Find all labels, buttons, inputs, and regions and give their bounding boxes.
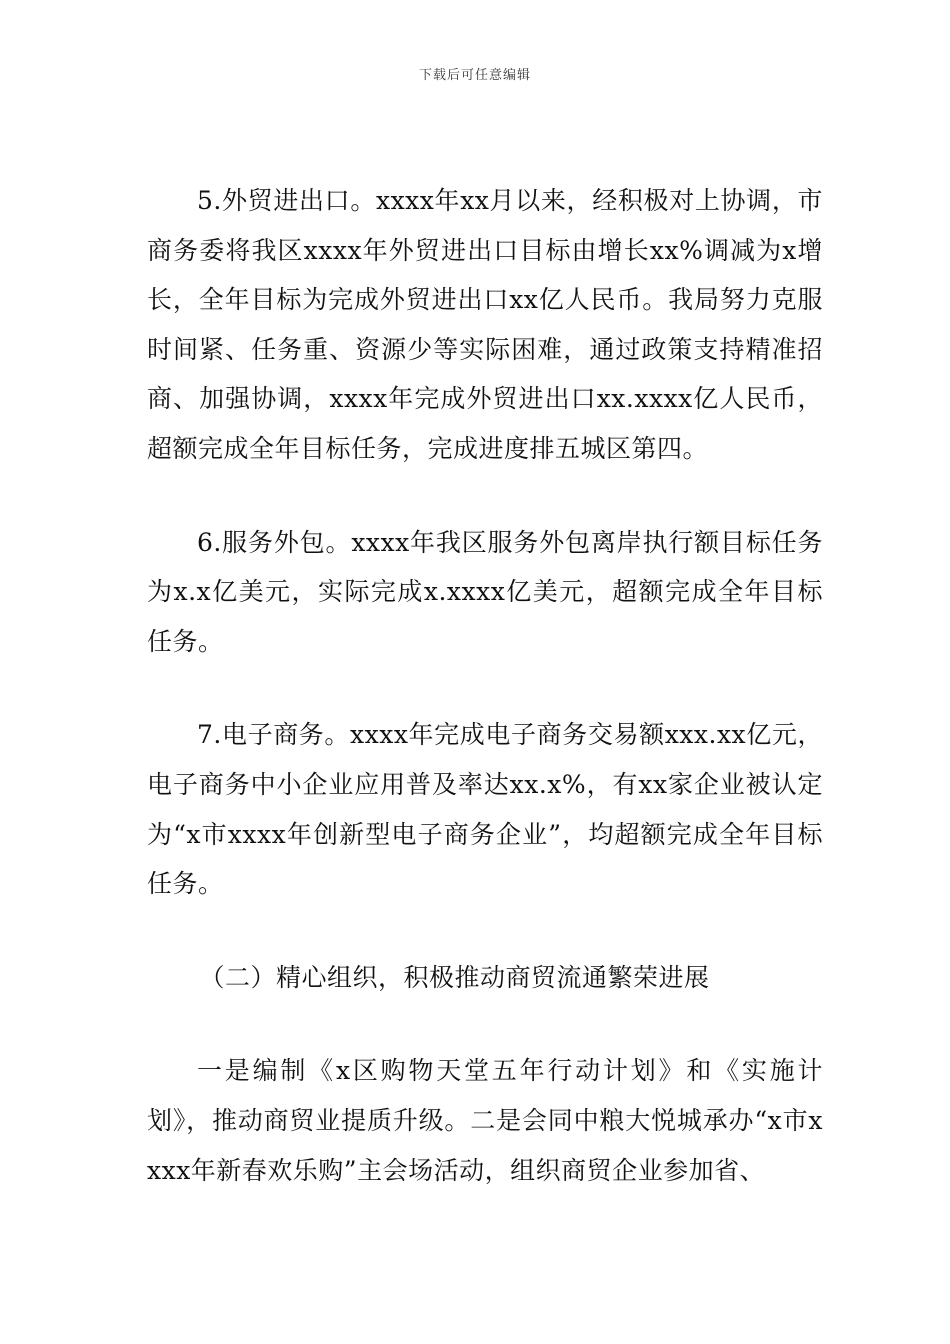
section-heading: （二）精心组织，积极推动商贸流通繁荣进展 [199, 962, 710, 992]
document-body [147, 176, 823, 1195]
page-header-note: 下载后可任意编辑 [418, 68, 531, 83]
paragraph-service-outsourcing: 6.服务外包。xxxx年我区服务外包离岸执行额目标任务为x.x亿美元，实际完成x.xxxx亿美元，超额完成全年目标任务。 [147, 527, 823, 656]
paragraph-e-commerce: 7.电子商务。xxxx年完成电子商务交易额xxx.xx亿元，电子商务中小企业应用普及率达xx.x%，有xx家企业被认定为“x市xxxx年创新型电子商务企业”，均超额完成全年目标任务。 [147, 720, 823, 899]
paragraph-foreign-trade: 5.外贸进出口。xxxx年xx月以来，经积极对上协调，市商务委将我区xxxx年外贸进出口目标由增长xx%调减为x增长，全年目标为完成外贸进出口xx亿人民币。我局努力克服时间紧、任务重、资源少等实际困难，通过政策支持精准招商、加强协调，xxxx年完成外贸进出口xx.xxxx亿人民币，超额完成全年目标任务，完成进度排五城区第四。 [147, 186, 823, 463]
paragraph-commerce-activities: 一是编制《x区购物天堂五年行动计划》和《实施计划》，推动商贸业提质升级。二是会同中粮大悦城承办“x市xxxx年新春欢乐购”主会场活动，组织商贸企业参加省、 [147, 1056, 823, 1185]
